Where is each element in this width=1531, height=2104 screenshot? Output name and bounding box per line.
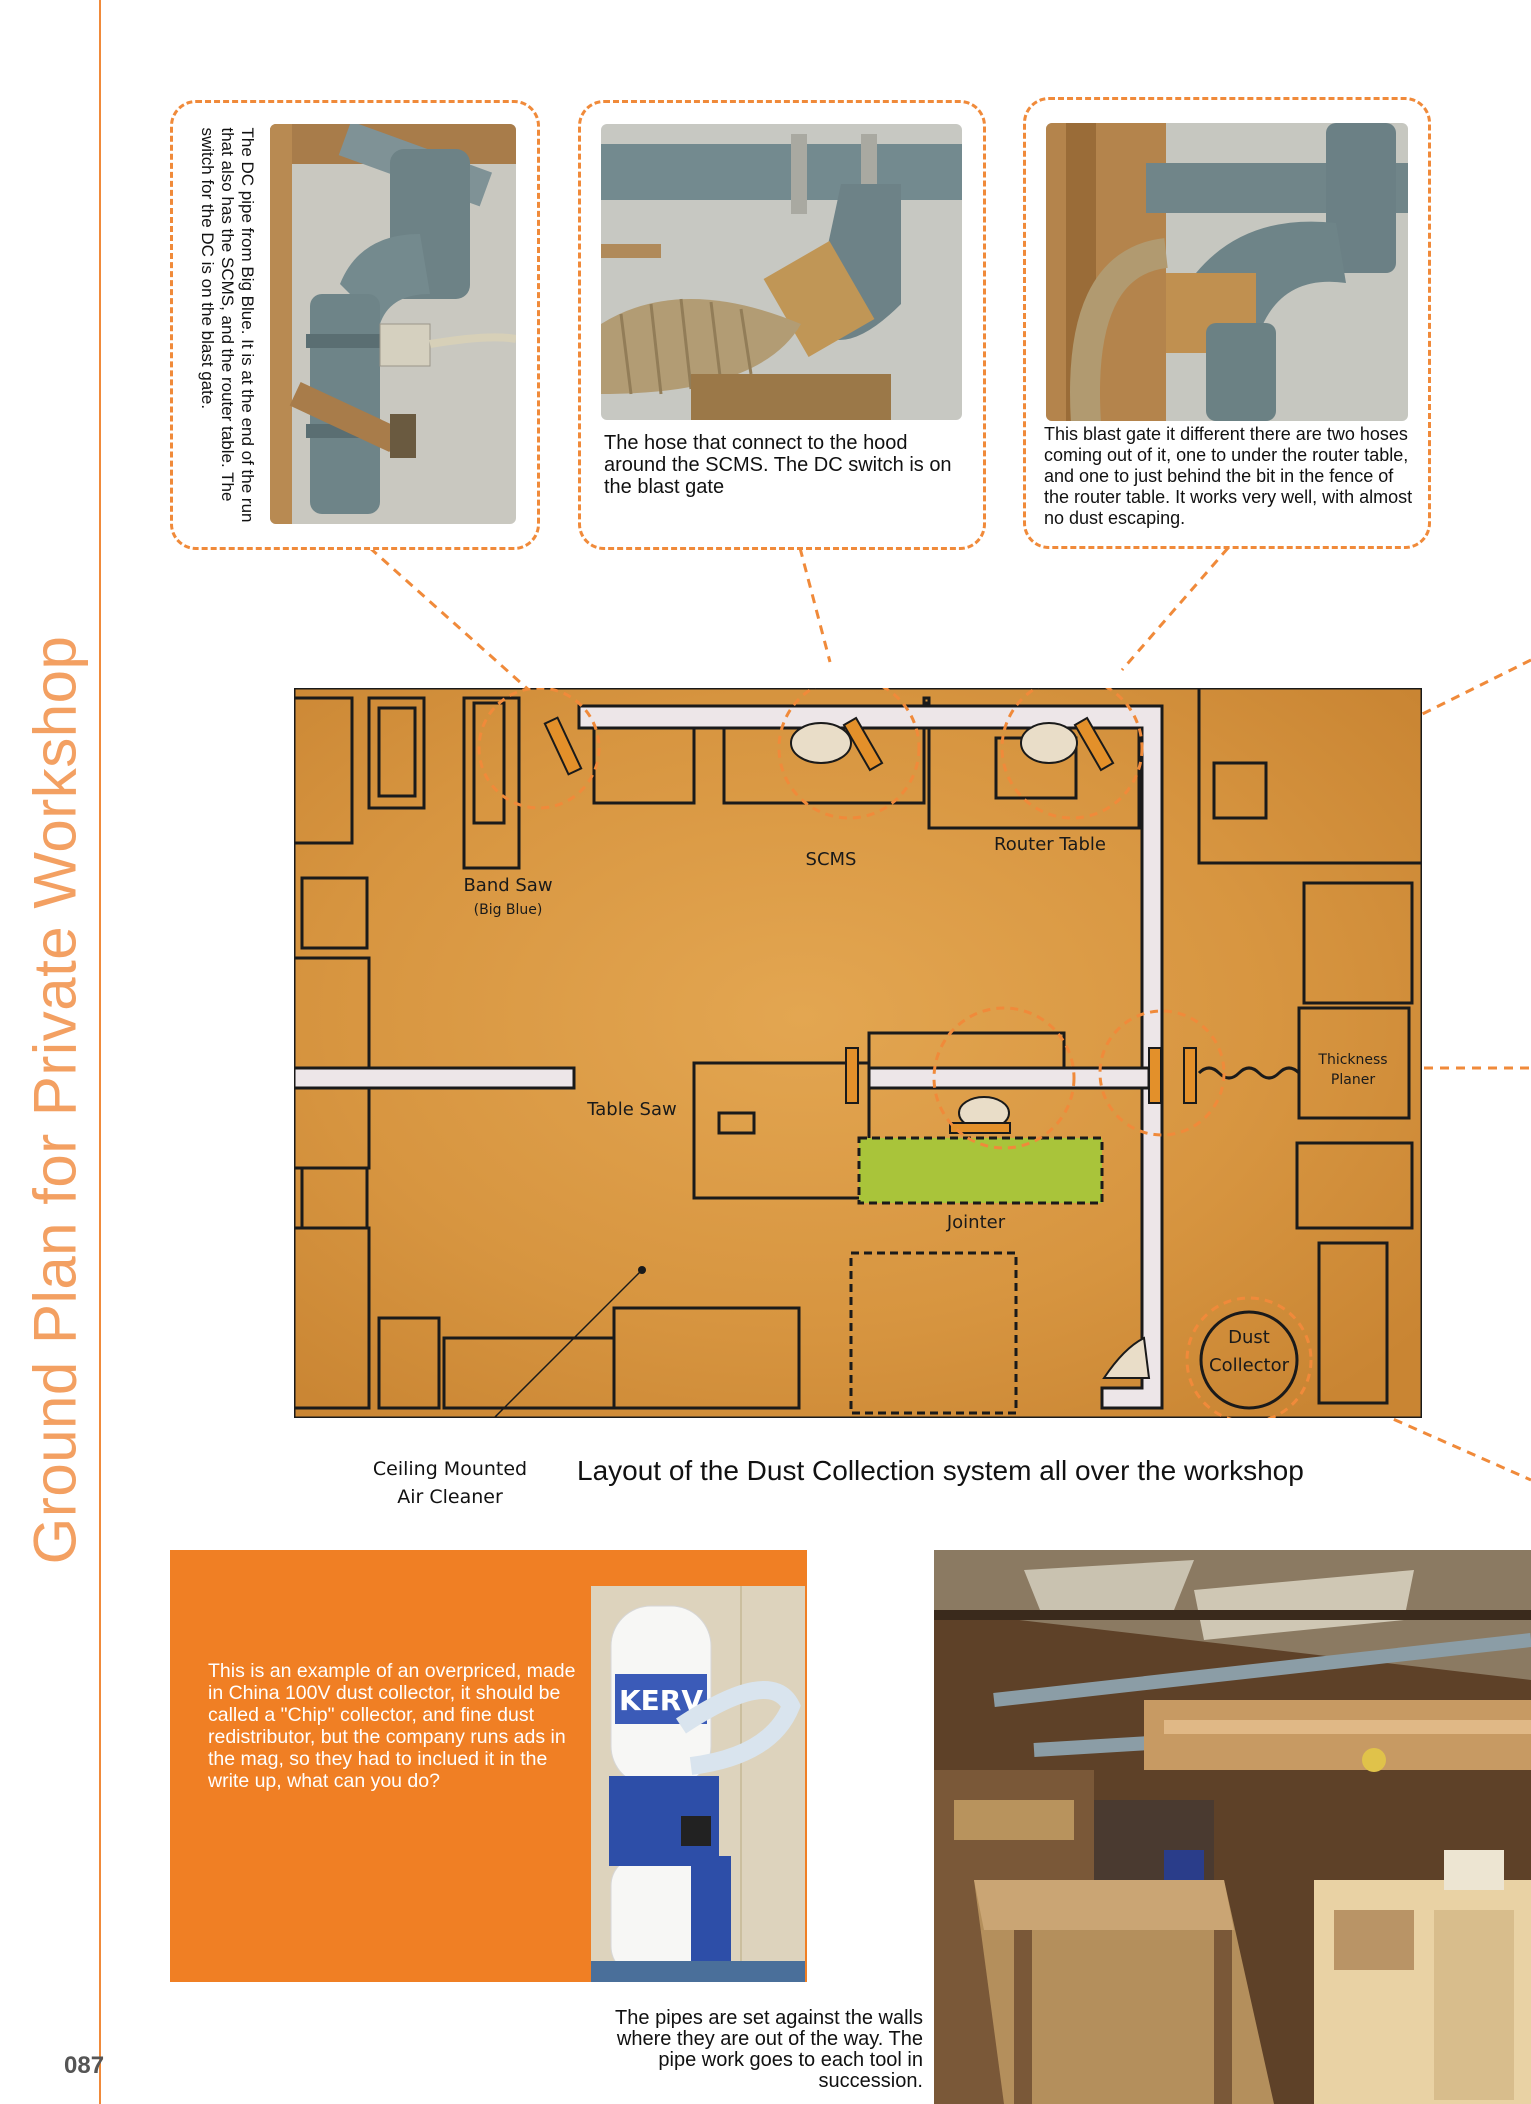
- label-scms: SCMS: [805, 849, 857, 870]
- label-router-table: Router Table: [994, 834, 1106, 855]
- product-photo: [591, 1586, 805, 1982]
- leader-line-bandsaw: [370, 548, 540, 700]
- plan-caption: Layout of the Dust Collection system all over the workshop: [577, 1455, 1304, 1486]
- product-brand: KERV: [618, 1684, 704, 1717]
- product-text: This is an example of an overpriced, made in China 100V dust collector, it should be called a "Chip" collector, and fine dust redistributor, but the company runs ads in the mag, so they had to inclued it in the write up, what can you do?: [208, 1660, 576, 1792]
- leader-line-scms: [800, 548, 830, 662]
- label-big-blue: (Big Blue): [473, 902, 543, 918]
- label-air-cleaner: Ceiling Mounted Air Cleaner: [372, 1458, 528, 1508]
- label-planer: Planer: [1330, 1072, 1376, 1088]
- plan-jointer-bed: [859, 1138, 1102, 1203]
- photo-scms-hose: [601, 124, 962, 420]
- floor-plan: [294, 688, 1422, 1418]
- photo-router-gate: [1046, 123, 1408, 421]
- shop-caption: The pipes are set against the walls where they are out of the way. The pipe work goes to each tool in succession.: [615, 2007, 923, 2092]
- label-thickness: Thickness: [1318, 1052, 1388, 1068]
- label-band-saw: Band Saw: [463, 875, 553, 896]
- label-collector: Collector: [1209, 1355, 1290, 1376]
- label-jointer: Jointer: [946, 1212, 1006, 1233]
- leader-line-router: [1122, 548, 1228, 670]
- callout-router-text: This blast gate it different there are two hoses coming out of it, one to under the router table, and one to just behind the bit in the fence of the router table. It works very well, with almost no dust escaping.: [1044, 424, 1413, 528]
- label-dust: Dust: [1228, 1327, 1270, 1348]
- photo-big-blue-pipe: [270, 124, 516, 524]
- label-table-saw: Table Saw: [587, 1099, 677, 1120]
- callout-big-blue-text: The DC pipe from Big Blue. It is at the end of the run that also has the SCMS, and the router table. The switch for the DC is on the blast gate.: [198, 127, 257, 523]
- page-number: 087: [64, 2052, 105, 2079]
- shop-photo: [934, 1550, 1531, 2104]
- callout-scms-text: The hose that connect to the hood around the SCMS. The DC switch is on the blast gate: [604, 432, 952, 498]
